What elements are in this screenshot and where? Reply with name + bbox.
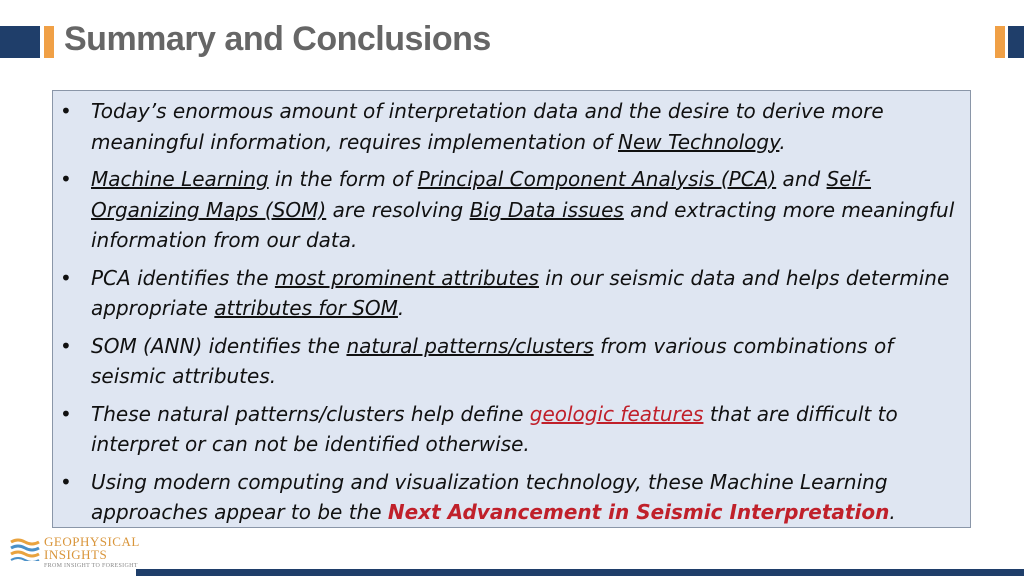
bullet-text: Today’s enormous amount of interpretation data and the desire to derive more meaningful information, requires implementation of <box>91 99 884 154</box>
bullet-item <box>91 467 960 528</box>
logo-wordmark <box>44 535 140 561</box>
slide-title: Summary and Conclusions <box>64 20 491 58</box>
footer-bar <box>136 569 1024 576</box>
underlined-term: attributes for SOM <box>214 296 398 320</box>
underlined-term: Principal Component Analysis (PCA) <box>417 167 777 191</box>
summary-content-box <box>52 90 971 528</box>
bullet-item <box>91 399 960 460</box>
underlined-term: most prominent attributes <box>274 265 539 290</box>
highlighted-term: Next Advancement in Seismic Interpretation <box>387 500 890 524</box>
bullet-text: . <box>397 296 405 320</box>
bullet-item <box>91 263 960 324</box>
header-accent-bar-right <box>1008 26 1024 58</box>
header-accent-stripe-left <box>44 26 54 58</box>
underlined-term: New Technology <box>618 129 780 154</box>
bullet-text: . <box>779 129 786 154</box>
highlighted-term: geologic features <box>529 401 704 426</box>
bullet-text: These natural patterns/clusters help define <box>91 401 530 426</box>
logo-line2: INSIGHTS <box>44 547 108 562</box>
logo-line1: GEOPHYSICAL <box>44 534 140 549</box>
header-accent-stripe-right <box>995 26 1005 58</box>
bullet-item <box>91 331 960 392</box>
bullet-text: and extracting more meaningful information from our data. <box>91 197 955 252</box>
bullet-item <box>91 96 960 157</box>
bullet-text: in the form of <box>268 167 418 191</box>
underlined-term: Machine Learning <box>91 167 269 191</box>
bullet-text: that are difficult to interpret or can not be identified otherwise. <box>91 401 898 456</box>
bullet-text: are resolving <box>326 197 470 222</box>
bullet-text: in our seismic data and helps determine appropriate <box>91 265 950 320</box>
bullet-list <box>91 96 960 528</box>
logo-tagline: FROM INSIGHT TO FORESIGHT <box>44 563 138 569</box>
header-accent-bar-left <box>0 26 40 58</box>
bullet-text: PCA identifies the <box>91 265 275 290</box>
bullet-text: and <box>776 167 827 191</box>
underlined-term: Self-Organizing Maps (SOM) <box>91 167 872 222</box>
bullet-item <box>91 164 960 256</box>
bullet-text: from various combinations of seismic attributes. <box>91 333 894 388</box>
bullet-text: SOM (ANN) identifies the <box>91 333 347 358</box>
bullet-text: . <box>889 500 896 524</box>
bullet-text: Using modern computing and visualization technology, these Machine Learning approaches appear to be the <box>91 469 888 524</box>
underlined-term: Big Data issues <box>469 197 624 222</box>
waves-logo-icon <box>10 537 40 561</box>
underlined-term: natural patterns/clusters <box>346 333 594 358</box>
company-logo <box>10 535 150 575</box>
